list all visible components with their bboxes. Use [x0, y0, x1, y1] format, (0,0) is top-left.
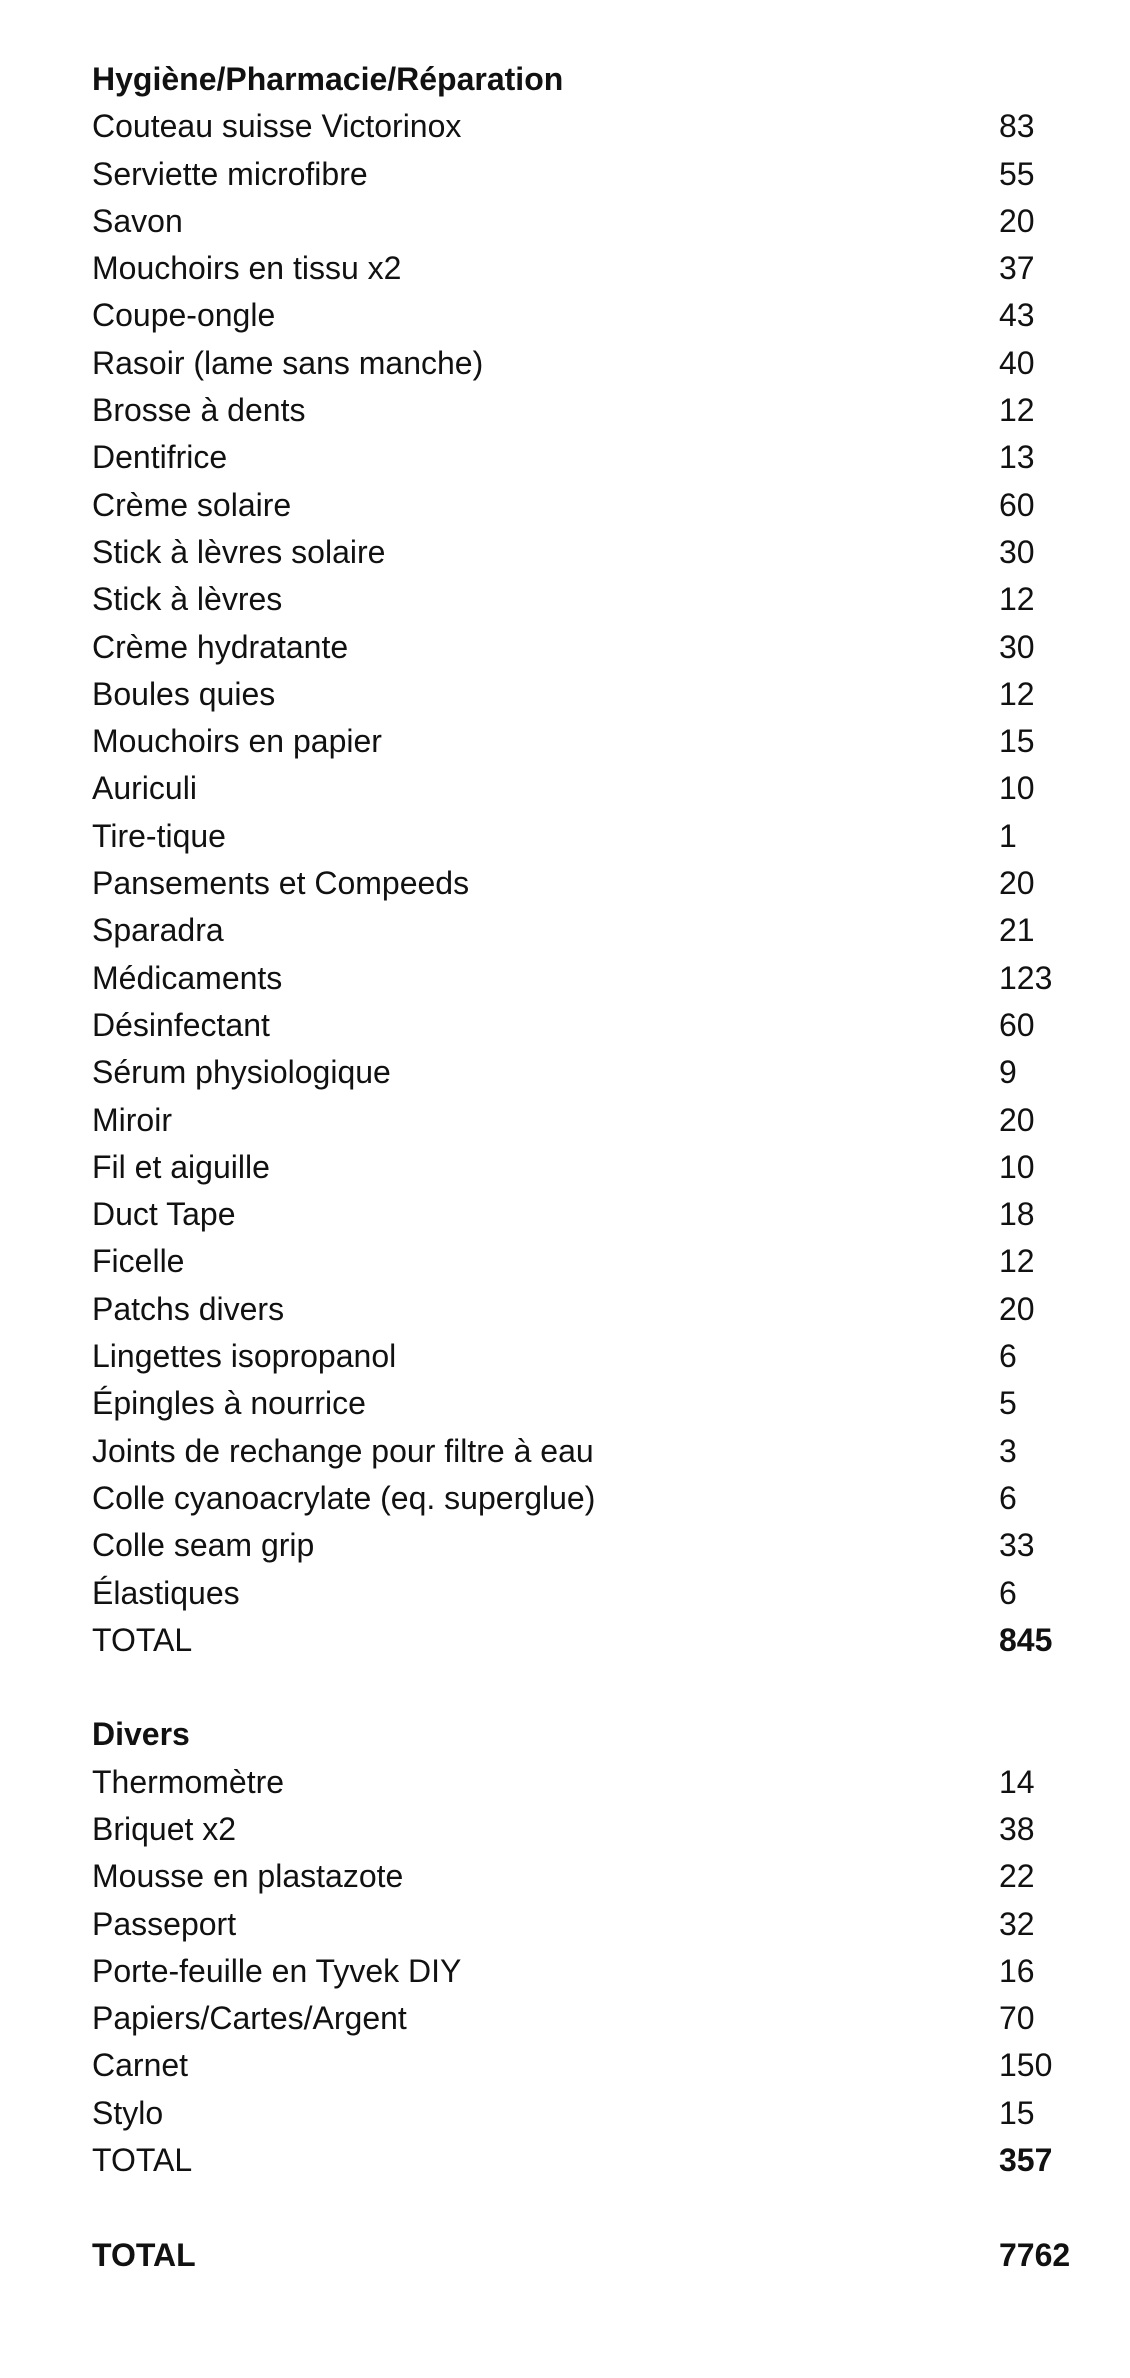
list-item	[92, 1049, 1092, 1096]
item-value: 1	[999, 817, 1017, 854]
item-name: Pansements et Compeeds	[92, 865, 470, 902]
item-value: 13	[999, 439, 1035, 476]
list-item	[92, 1144, 1092, 1191]
item-name: Savon	[92, 202, 183, 239]
item-name: Joints de rechange pour filtre à eau	[92, 1432, 594, 1469]
item-value: 15	[999, 2094, 1035, 2131]
item-value: 37	[999, 250, 1035, 287]
item-name: Duct Tape	[92, 1196, 236, 1233]
list-item	[92, 198, 1092, 245]
item-name: Désinfectant	[92, 1006, 270, 1043]
item-value: 16	[999, 1952, 1035, 1989]
list-item	[92, 151, 1092, 198]
item-name: Rasoir (lame sans manche)	[92, 344, 484, 381]
list-item	[92, 1853, 1092, 1900]
item-value: 10	[999, 770, 1035, 807]
item-name: Stick à lèvres	[92, 581, 283, 618]
item-name: Médicaments	[92, 959, 283, 996]
item-name: Lingettes isopropanol	[92, 1338, 397, 1375]
item-name: Colle seam grip	[92, 1527, 315, 1564]
list-item	[92, 2090, 1092, 2137]
item-name: Stylo	[92, 2094, 164, 2131]
item-value: 18	[999, 1196, 1035, 1233]
item-value: 5	[999, 1385, 1017, 1422]
item-name: Passeport	[92, 1905, 237, 1942]
item-name: Couteau suisse Victorinox	[92, 108, 462, 145]
item-name: Ficelle	[92, 1243, 185, 1280]
list-item	[92, 576, 1092, 623]
list-item	[92, 765, 1092, 812]
section-total-row	[92, 1617, 1092, 1664]
item-name: Fil et aiguille	[92, 1148, 270, 1185]
item-value: 9	[999, 1054, 1017, 1091]
item-value: 6	[999, 1479, 1017, 1516]
list-item	[92, 1428, 1092, 1475]
grand-total-row	[92, 2232, 1092, 2279]
list-item	[92, 2042, 1092, 2089]
item-value: 123	[999, 959, 1053, 996]
section-total-label: TOTAL	[92, 2142, 193, 2179]
list-item	[92, 1995, 1092, 2042]
item-value: 20	[999, 1101, 1035, 1138]
list-item	[92, 1522, 1092, 1569]
list-item	[92, 860, 1092, 907]
item-value: 12	[999, 675, 1035, 712]
item-name: Coupe-ongle	[92, 297, 276, 334]
item-name: Épingles à nourrice	[92, 1385, 366, 1422]
section-title-text: Hygiène/Pharmacie/Réparation	[92, 61, 564, 97]
item-value: 32	[999, 1905, 1035, 1942]
item-value: 40	[999, 344, 1035, 381]
section-total-value: 357	[999, 2142, 1053, 2179]
item-name: Colle cyanoacrylate (eq. superglue)	[92, 1479, 596, 1516]
grand-total-label: TOTAL	[92, 2236, 196, 2273]
item-name: Boules quies	[92, 675, 276, 712]
list-item	[92, 1286, 1092, 1333]
item-value: 22	[999, 1858, 1035, 1895]
section-title-text: Divers	[92, 1716, 190, 1753]
list-item	[92, 292, 1092, 339]
item-name: Thermomètre	[92, 1763, 285, 1800]
item-name: Sparadra	[92, 912, 224, 949]
item-value: 14	[999, 1763, 1035, 1800]
item-name: Tire-tique	[92, 817, 226, 854]
item-name: Élastiques	[92, 1574, 240, 1611]
item-value: 55	[999, 155, 1035, 192]
list-item	[92, 529, 1092, 576]
item-value: 6	[999, 1338, 1017, 1375]
list-item	[92, 1333, 1092, 1380]
item-value: 20	[999, 202, 1035, 239]
list-item	[92, 955, 1092, 1002]
list-item	[92, 1759, 1092, 1806]
item-value: 33	[999, 1527, 1035, 1564]
list-item	[92, 340, 1092, 387]
item-value: 10	[999, 1148, 1035, 1185]
item-name: Miroir	[92, 1101, 172, 1138]
item-value: 6	[999, 1574, 1017, 1611]
list-item	[92, 245, 1092, 292]
item-value: 3	[999, 1432, 1017, 1469]
item-name: Auriculi	[92, 770, 197, 807]
section-total-value: 845	[999, 1621, 1053, 1658]
item-value: 70	[999, 2000, 1035, 2037]
item-value: 38	[999, 1810, 1035, 1847]
list-item	[92, 1806, 1092, 1853]
section-title	[92, 56, 1092, 103]
item-name: Mousse en plastazote	[92, 1858, 404, 1895]
list-item	[92, 482, 1092, 529]
item-name: Porte-feuille en Tyvek DIY	[92, 1952, 462, 1989]
item-name: Briquet x2	[92, 1810, 237, 1847]
item-value: 12	[999, 581, 1035, 618]
item-name: Brosse à dents	[92, 392, 306, 429]
list-item	[92, 907, 1092, 954]
list-item	[92, 103, 1092, 150]
section-total-row	[92, 2137, 1092, 2184]
item-value: 30	[999, 533, 1035, 570]
item-value: 83	[999, 108, 1035, 145]
item-name: Mouchoirs en papier	[92, 723, 382, 760]
item-name: Mouchoirs en tissu x2	[92, 250, 402, 287]
item-value: 30	[999, 628, 1035, 665]
item-value: 20	[999, 865, 1035, 902]
item-value: 15	[999, 723, 1035, 760]
list-item	[92, 1191, 1092, 1238]
item-name: Crème hydratante	[92, 628, 349, 665]
spacer	[92, 2184, 1092, 2231]
list-item	[92, 1380, 1092, 1427]
list-item	[92, 387, 1092, 434]
item-name: Crème solaire	[92, 486, 292, 523]
item-name: Stick à lèvres solaire	[92, 533, 386, 570]
document	[92, 56, 1092, 2279]
item-name: Dentifrice	[92, 439, 228, 476]
item-value: 12	[999, 1243, 1035, 1280]
item-value: 20	[999, 1290, 1035, 1327]
item-value: 12	[999, 392, 1035, 429]
item-value: 150	[999, 2047, 1053, 2084]
section-title	[92, 1711, 1092, 1758]
list-item	[92, 1238, 1092, 1285]
item-name: Sérum physiologique	[92, 1054, 391, 1091]
list-item	[92, 1002, 1092, 1049]
spacer	[92, 1664, 1092, 1711]
list-item	[92, 1948, 1092, 1995]
item-name: Serviette microfibre	[92, 155, 368, 192]
item-name: Patchs divers	[92, 1290, 285, 1327]
grand-total-value: 7762	[999, 2236, 1071, 2273]
item-value: 60	[999, 1006, 1035, 1043]
item-name: Carnet	[92, 2047, 189, 2084]
list-item	[92, 671, 1092, 718]
list-item	[92, 1097, 1092, 1144]
list-item	[92, 718, 1092, 765]
list-item	[92, 624, 1092, 671]
list-item	[92, 1475, 1092, 1522]
list-item	[92, 1901, 1092, 1948]
list-item	[92, 813, 1092, 860]
item-value: 21	[999, 912, 1035, 949]
list-item	[92, 1570, 1092, 1617]
item-value: 60	[999, 486, 1035, 523]
list-item	[92, 434, 1092, 481]
item-name: Papiers/Cartes/Argent	[92, 2000, 407, 2037]
section-total-label: TOTAL	[92, 1621, 193, 1658]
item-value: 43	[999, 297, 1035, 334]
